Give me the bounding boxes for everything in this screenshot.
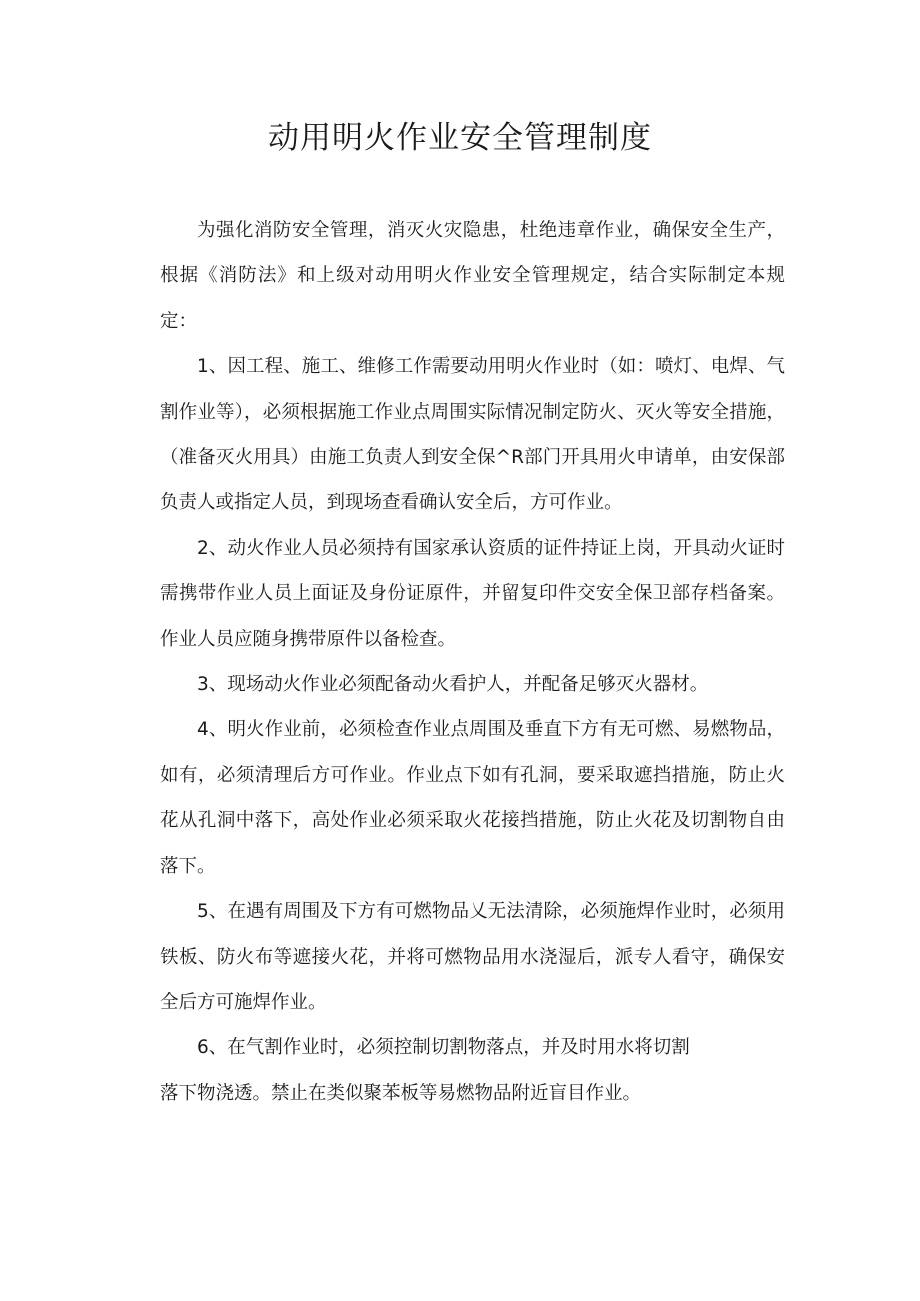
- rule-paragraph-3: 3、现场动火作业必须配备动火看护人，并配备足够灭火器材。: [197, 674, 709, 696]
- document-title: 动用明火作业安全管理制度: [268, 120, 652, 156]
- document-body: [160, 208, 785, 1116]
- rule-paragraph-1: 1、因工程、施工、维修工作需要动用明火作业时（如：喷灯、电焊、气割作业等），必须根据施工作业点周围实际情况制定防火、灭火等安全措施，（准备灭火用具）由施工负责人到安全保^R部门开具用火申请单，由安保部负责人或指定人员，到现场查看确认安全后，方可作业。: [160, 356, 785, 514]
- intro-paragraph: 为强化消防安全管理，消灭火灾隐患，杜绝违章作业，确保安全生产，根据《消防法》和上级对动用明火作业安全管理规定，结合实际制定本规定：: [160, 220, 785, 332]
- rule-paragraph-5: 5、在遇有周围及下方有可燃物品乂无法清除，必须施焊作业时，必须用铁板、防火布等遮接火花，并将可燃物品用水浇湿后，派专人看守，确保安全后方可施焊作业。: [160, 901, 785, 1013]
- rule-paragraph-4: 4、明火作业前，必须检查作业点周围及垂直下方有无可燃、易燃物品，如有，必须清理后方可作业。作业点下如有孔洞，要采取遮挡措施，防止火花从孔洞中落下，高处作业必须采取火花接挡措施，防止火花及切割物自由落下。: [160, 719, 785, 877]
- rule-paragraph-6-continued: 落下物浇透。禁止在类似聚苯板等易燃物品附近盲目作业。: [160, 1082, 642, 1104]
- rule-paragraph-6: 6、在气割作业时，必须控制切割物落点，并及时用水将切割: [197, 1037, 690, 1059]
- rule-paragraph-2: 2、动火作业人员必须持有国家承认资质的证件持证上岗，开具动火证时需携带作业人员上面证及身份证原件，并留复印件交安全保卫部存档备案。作业人员应随身携带原件以备检查。: [160, 537, 785, 650]
